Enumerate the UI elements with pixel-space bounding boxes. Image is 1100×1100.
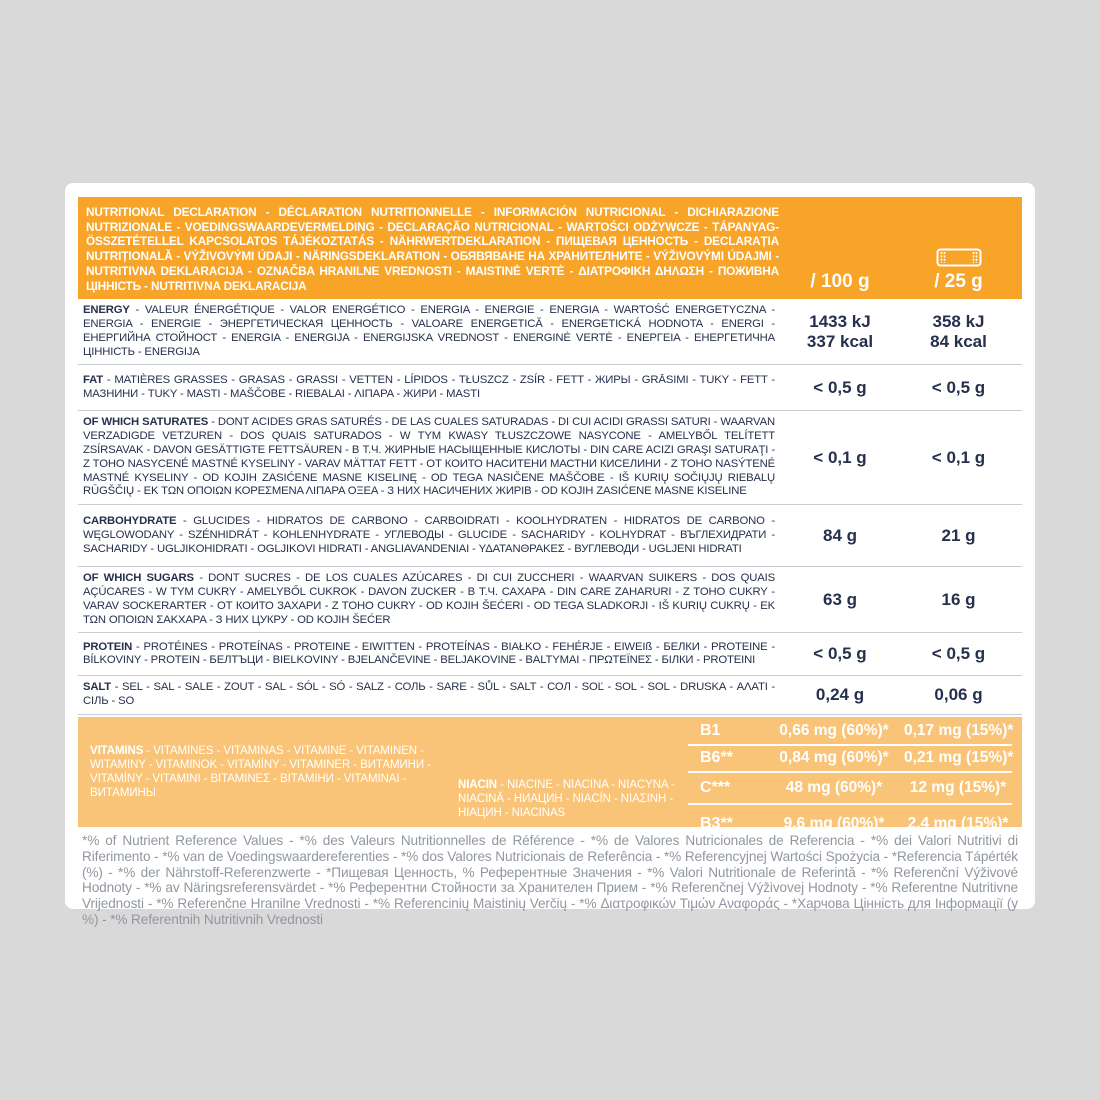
salt-value-per-100g: 0,24 g (815, 685, 865, 705)
fat-label: FAT - MATIÈRES GRASSES - GRASAS - GRASSI - VETTEN - LÍPIDOS - TŁUSZCZ - ZSÍR - FETT - ЖИРЫ - GRĀSIMI - TUKY - FETT - МАЗНИНИ - TUKY - MASTI - MAŠČOBE - RIEBALAI - ΛΙΠΑΡΑ - ЖИРИ - MASTI (83, 374, 775, 400)
vitamin-b3-value-per-100g: 9,6 mg (60%)* (783, 814, 885, 832)
nutrient-reference-footnote: *% of Nutrient Reference Values - *% des Valeurs Nutritionnelles de Référence - *% de Valores Nutricionales de Referencia - *% dei Valori Nutritivi di Riferimento - *% van de Voedingswaardereferenties - *% dos Valores Nutricionais de Referência - *% Referencyjnej Wartości Spożycia - *Referencia Tápérték (%) - *% der Nährstoff-Referenzwerte - *Пищевая Ценность, % Референтные Значения - *% Valori Nutritionale de Referintă - *% Referenční Výživové Hodnoty - *% av Näringsreferensvärdet - *% Референтни Стойности за Хранителен Прием - *% Referenčnej Výživovej Hodnoty - *% Referentne Nutritivne Vrijednosti - *% Referenčne Hranilne Vrednosti - *% Referencinių Maistinių Verčių - *% Διατροφικών Τιμών Αναφοράς - *Харчова Цінність для Інформації (у %) - *% Referentnih Nutritivnih Vrednosti (82, 832, 1018, 927)
niacin-label: NIACIN - NIACINE - NIACINA - NIACYNA - NIACINĂ - НИАЦИН - NIACÍN - ΝΙΑΣΙΝΗ - НІАЦИН - NIACINAS (458, 778, 675, 819)
vitamin-b1-value-per-100g: 0,66 mg (60%)* (779, 722, 889, 740)
vitamin-b3-label: B3** (700, 814, 733, 832)
per-25g-label: / 25 g (934, 271, 983, 293)
vitamin-b6-value-per-25g: 0,21 mg (15%)* (904, 749, 1014, 767)
energy-value-per-100g: 1433 kJ 337 kcal (806, 311, 874, 351)
fat-value-per-25g: < 0,5 g (931, 377, 986, 397)
header-unit-columns (785, 197, 1022, 299)
vitamin-b1-label: B1 (700, 722, 721, 740)
nutrition-header (78, 197, 1022, 299)
table-row-fat (78, 365, 1022, 411)
vitamins-label: VITAMINS - VITAMINES - VITAMINAS - VITAMINE - VITAMINEN - WITAMINY - VITAMINOK - VITAMÍNY - VITAMINER - ВИТАМИНИ - VITAMÍNY - VITAMINI - ΒΙΤΑΜΙΝΕΣ - ВІТАМІНИ - VITAMINAI - ВИТАМИНЫ (90, 744, 431, 799)
vitamin-c-label: C*** (700, 778, 731, 796)
table-row-vitamin-b6 (688, 746, 1012, 773)
table-row-vitamin-b1 (688, 719, 1012, 746)
vitamin-c-value-per-100g: 48 mg (60%)* (785, 778, 883, 796)
saturates-label: OF WHICH SATURATES - DONT ACIDES GRAS SATURÉS - DE LAS CUALES SATURADAS - DI CUI ACIDI GRASSI SATURI - WAARVAN VERZADIGDE VETZUREN - DOS QUAIS SATURADOS - W TYM KWASY TŁUSZCZOWE NASYCONE - AMELYBŐL TELÍTETT ZSÍRSAVAK - DAVON GESÄTTIGTE FETTSÄUREN - В Т.Ч. ЖИРНЫЕ НАСЫЩЕННЫЕ КИСЛОТЫ - DIN CARE ACIZI GRAŞI SATURAŢI - Z TOHO NASYCENÉ MASTNÉ KYSELINY - VARAV MÄTTAT FETT - ОТ КОИТО НАСИТЕНИ МАСТНИ КИСЕЛИНИ - Z TOHO NASÝTENÉ MASTNÉ KYSELINY - OD KOJIH ZASIĆENE MASNE KISELINĘ - OD TEGA NASIČENE MAŠČOBE - IŠ KURIŲ SOČIŲJŲ RIEBALŲ RŪGŠČIŲ - ΕΚ ΤΩΝ ΟΠΟΙΩΝ ΚΟΡΕΣΜΕΝΑ ΛΙΠΑΡΑ ΟΞΕΑ - З НИХ НАСИЧЕНИХ ЖИРІВ - OD KOJIH ZASIĆENE MASNE KISELINE (83, 416, 775, 498)
protein-label: PROTEIN - PROTÉINES - PROTEÍNAS - PROTEINE - EIWITTEN - PROTEÍNAS - BIAŁKO - FEHÉRJE - EIWEIß - БЕЛКИ - PROTEINE - BÍLKOVINY - PROTEIN - БЕЛТЪЦИ - BIELKOVINY - BJELANČEVINE - BELJAKOVINE - BALTYMAI - ΠΡΩΤΕΪΝΕΣ - БІЛКИ - PROTEINI (83, 640, 775, 667)
vitamin-b6-value-per-100g: 0,84 mg (60%)* (779, 749, 889, 767)
saturates-value-per-25g: < 0,1 g (931, 447, 986, 467)
sugars-value-per-25g: 16 g (941, 589, 976, 609)
table-row-sugars (78, 567, 1022, 633)
vitamin-c-value-per-25g: 12 mg (15%)* (909, 778, 1007, 796)
energy-label: ENERGY - VALEUR ÉNERGÉTIQUE - VALOR ENERGÉTICO - ENERGIA - ENERGIE - ENERGIA - WARTOŚĆ ENERGETYCZNA - ENERGIA - ENERGIE - ЭНЕРГЕТИЧЕСКАЯ ЦЕННОСТЬ - VALOARE ENERGETICĂ - ENERGETICKÁ HODNOTA - ENERGI - ЕНЕРГИЙНА СТОЙНОСТ - ENERGIA - ENERGIJA - ENERGIJSKA VREDNOST - ENERGINĖ VERTĖ - ΕΝΕΡΓΕΙΑ - ЕНЕРГЕТИЧНА ЦІННІСТЬ - ENERGIJA (83, 304, 775, 358)
salt-value-per-25g: 0,06 g (934, 685, 983, 705)
table-row-carbohydrate (78, 505, 1022, 567)
vitamin-b1-value-per-25g: 0,17 mg (15%)* (904, 722, 1014, 740)
vitamins-table (688, 717, 1014, 832)
carbohydrate-value-per-25g: 21 g (941, 525, 976, 545)
energy-value-per-25g: 358 kJ 84 kcal (930, 311, 987, 351)
per-100g-column-header: / 100 g (810, 271, 870, 293)
table-row-vitamin-c (688, 773, 1012, 805)
nutrition-label-card (65, 183, 1035, 927)
energy-bar-icon (936, 248, 982, 267)
table-row-saturates (78, 411, 1022, 505)
per-25g-column-header (895, 248, 1022, 293)
fat-value-per-100g: < 0,5 g (813, 377, 867, 397)
vitamin-b6-label: B6** (700, 749, 733, 767)
salt-label: SALT - SEL - SAL - SALE - ZOUT - SAL - SÓL - SÓ - SALZ - СОЛЬ - SARE - SŮL - SALT - СОЛ - SOĽ - SOL - SOL - DRUSKA - ΑΛΑΤΙ - СІЛЬ - SO (83, 681, 775, 708)
protein-value-per-100g: < 0,5 g (813, 644, 867, 664)
sugars-label: OF WHICH SUGARS - DONT SUCRES - DE LOS CUALES AZÚCARES - DI CUI ZUCCHERI - WAARVAN SUIKERS - DOS QUAIS AÇÚCARES - W TYM CUKRY - AMELYBŐL CUKROK - DAVON ZUCKER - В Т.Ч. САХАРА - DIN CARE ZAHARURI - Z TOHO CUKRY - VARAV SOCKERARTER - ОТ КОИТО ЗАХАРИ - Z TOHO CUKRY - OD KOJIH ŠEĆERI - OD TEGA SLADKORJI - IŠ KURIŲ CUKRŲ - ΕΚ ΤΩΝ ΟΠΟΙΩΝ ΣΑΚΧΑΡΑ - З НИХ ЦУКРУ - OD KOJIH ŠEĆER (83, 572, 775, 626)
sugars-value-per-100g: 63 g (822, 589, 858, 609)
carbohydrate-label: CARBOHYDRATE - GLUCIDES - HIDRATOS DE CARBONO - CARBOIDRATI - KOOLHYDRATEN - HIDRATOS DE CARBONO - WĘGLOWODANY - SZÉNHIDRÁT - KOHLENHYDRATE - УГЛЕВОДЫ - GLUCIDE - SACHARIDY - KOLHYDRAT - ВЪГЛЕХИДРАТИ - SACHARIDY - UGLJIKOHIDRATI - OGLJIKOVI HIDRATI - ANGLIAVANDENIAI - ΥΔΑΤΑΝΘΡΑΚΕΣ - ВУГЛЕВОДИ - UGLJENI HIDRATI (83, 514, 775, 555)
vitamins-section (78, 717, 1022, 832)
table-row-energy (78, 299, 1022, 365)
table-row-salt (78, 676, 1022, 715)
saturates-value-per-100g: < 0,1 g (813, 447, 867, 467)
vitamin-b3-value-per-25g: 2,4 mg (15%)* (907, 814, 1009, 832)
table-row-protein (78, 633, 1022, 676)
carbohydrate-value-per-100g: 84 g (822, 525, 858, 545)
protein-value-per-25g: < 0,5 g (931, 644, 986, 664)
nutrition-header-title: NUTRITIONAL DECLARATION - DÉCLARATION NUTRITIONNELLE - INFORMACIÓN NUTRICIONAL - DICHIARAZIONE NUTRIZIONALE - VOEDINGSWAARDEVERMELDING - DECLARAÇÃO NUTRICIONAL - WARTOŚCI ODŻYWCZE - TÁPANYAG-ÖSSZETÉTELLEL KAPCSOLATOS TÁJÉKOZTATÁS - NÄHRWERTDEKLARATION - ПИЩЕВАЯ ЦЕННОСТЬ - DECLARAȚIA NUTRIȚIONALĂ - VÝŽIVOVÝMI ÚDAJI - NÄRINGSDEKLARATION - ОБЯВЯВАНЕ НА ХРАНИТЕЛНИТЕ - VÝŽIVOVÝMI ÚDAJMI - NUTRITIVNA DEKLARACIJA - OZNAČBA HRANILNE VREDNOSTI - MAISTINĖ VERTĖ - ΔΙΑΤΡΟΦΙΚΗ ΔΗΛΩΣΗ - ПОЖИВНА ЦІННІСТЬ - NUTRITIVNA DEKLARACIJA (86, 205, 779, 293)
